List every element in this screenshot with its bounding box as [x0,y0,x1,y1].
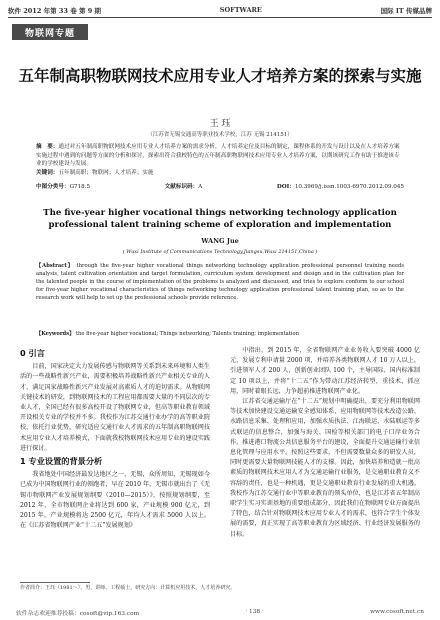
column-name: 国际 IT 传媒品牌 [380,6,432,15]
footer-submission: 软件杂志欢迎推荐投稿：cosoft@vip.163.com [16,610,140,617]
article-title-cn: 五年制高职物联网技术应用专业人才培养方案的探索与实施 [18,67,422,85]
body-column-right [230,346,420,540]
body-paragraph: 中指出，到 2015 年，全省物联网产业业务收入要突破 4000 亿元，发展专利申请量 2000 项，并培养各类物联网人才 10 万人以上，引进领军人才 200 人，创新创业团队 100 个，主导国际、国内标准制定 10 项以上，并将“十二五”作为带动江苏经济转型，重技术，抓应用，同时着眼长远，力争超前推进物联网产业化。 [230,347,420,395]
classification-row [36,182,404,190]
abstract-en-text: through the five-year higher vocational things networking technology application professional personnel training needs analysis, talent cultivation orientation and target formulation, curriculum system development and design and in the cultivation plan for the talented people in the course of implementation of the problems is analyzed and discussed, and tries to explore conform to our school for five-year higher vocational characteristics of things networking technology application professional talent training plan, so as to the research work will help to set up the professional schools provide reference. [36,263,404,301]
article-title-en: The five-year higher vocational things networking technology application professional talent training scheme of exploration and implementation [43,208,397,230]
journal-name-en: SOFTWARE [219,6,262,14]
affiliation-cn: （江苏省无锡交通高等职业技术学校，江苏 无锡 214151） [147,132,293,138]
abstract-en-label: 【Abstract】 [36,263,74,269]
affiliation-en: ( Wuxi Institute of Communications Technology,Jiangsu,Wuxi 214151,China ) [122,249,318,255]
clc-value: G718.5 [69,184,91,190]
abstract-cn-block [36,143,404,177]
topic-badge: 物联网专题 [12,24,88,40]
section-heading-background: 1 专业设置的背景分析 [20,456,103,467]
keywords-cn-label: 关键词： [36,169,59,176]
author-en: WANG Jue [201,237,239,245]
keywords-cn [36,169,404,178]
doc-code [165,182,203,190]
keywords-en-text: the five-year higher vocational; Things networking; Talents training; implementation [75,331,299,337]
doc-code-label: 文献标识码： [164,184,199,190]
doc-code-value: A [198,184,203,190]
keywords-en [36,330,404,338]
clc-number [36,182,90,190]
body-paragraph: 目前，国家决定大力发展传感与物联网等关系到未来环境和人类生活的一些战略性新兴产业，需要积极培养战略性新兴产业相关专业的人才，满足国家战略性新兴产业发展对高素质人才的迫切需求。从物联网关键技术的研发，到物联网技术的工程应用都需要大量的不同层次的专业人才，全国已经有很多高校开设了物联网专业，但高等职业教育领域开设相关专业的学校并不多。我校作为江苏交通行业办学的高等职业院校，依托行业优势，研究适应交通行业人才需求的五年制高职物联网技术应用专业人才培养模式，下面就我校物联网技术应用专业的建设实践进行探讨。 [20,363,210,452]
running-header [8,4,432,16]
doi [277,182,404,190]
body-column-left [20,346,210,531]
journal-issue: 软件 2012 年第 33 卷 第 9 期 [8,6,101,15]
keywords-en-label: 【Keywords】 [36,331,75,337]
abstract-cn [36,143,404,169]
doi-value: 10.3969/j.issn.1003-6970.2012.09.045 [294,184,404,190]
footer-website: www.cosoft.net.cn [370,609,424,615]
section-heading-introduction: 0 引言 [20,348,45,358]
header-rule [8,17,432,18]
page-number: · 138 · [245,609,264,615]
abstract-cn-label: 摘 要： [36,144,59,150]
author-cn: 王 珏 [209,119,231,129]
body-paragraph: 江苏省交通运输厅在“十二五”规划中明确提出，要充分利用物联网等技术加快建设交通运输安全感知体系，应用物联网等技术改造公路、水路信息采集、处理和应用，加强水质执法、江海联运、水陆联运等多式联运的信息整合，加强与海关、国检等相关部门的电子口岸业务合作，推进港口物流公共信息服务平台的建设，全面提升交通运输行业信息化管理与应用水平。按照这些要求，不但需要数量众多的研发人员，同时更需要大量物联网技能人才的支撑。因此，加快培养和造就一批高素质的物联网技术应用人才为交通运输行业服务，是交通职业教育义不容辞的责任，也是一种机遇，更是交通职业教育行业发展的重大机遇。我校作为江苏交通行业中等职业教育的领头单位，也是江苏省五年制高职学生实习实训基地的重要组成部分，因此我们在物联网专业方面提出了特色，结合针对物联网技术应用专业人才的需求，也符合学生个体发展的需要，真正实现了高等职业教育为区域经济、行业经济发展服务的目标。 [230,398,420,538]
abstract-en [36,262,404,302]
body-paragraph: 我省地处中国经济最发达地区之一，无锡，众所周知，无锡现如今已成为中国物联网行业的领跑者，早在 2010 年，无锡市就出台了《无锡市物联网产业发展规划纲要（2010—2015）》，按照规划纲要，至 2012 年，全市物联网企业将达到 600 家，产业规模 900 亿元，到 2015 年，产业规模将达 2500 亿元，年均人才需求 5000 人以上。在《江苏省物联网产业“十二五”发展规划》 [20,471,211,530]
page-footer [16,607,424,617]
abstract-cn-text: 通过对五年制高职物联网技术应用专业人才培养方案的需求分析，人才培养定位及目标的制定，课程体系的开发与设计以及在人才培养方案实施过程中遇到的问题等方面的分析和探讨，探索出符合我校特色的五年制高职物联网技术应用专业人才培养方案，以期该研究工作有助于推进该专业的学校建设与发展。 [36,144,400,168]
keywords-cn-text: 五年制高职；物联网；人才培养；实施 [58,169,154,176]
footnote-rule [20,582,90,583]
doi-label: DOI： [276,184,295,190]
author-footnote: 作者简介：王珏（1981～），男，讲师、工程硕士，研究方向：计算机应用技术，人才培养研究。 [20,585,236,591]
clc-label: 中图分类号： [36,184,70,190]
